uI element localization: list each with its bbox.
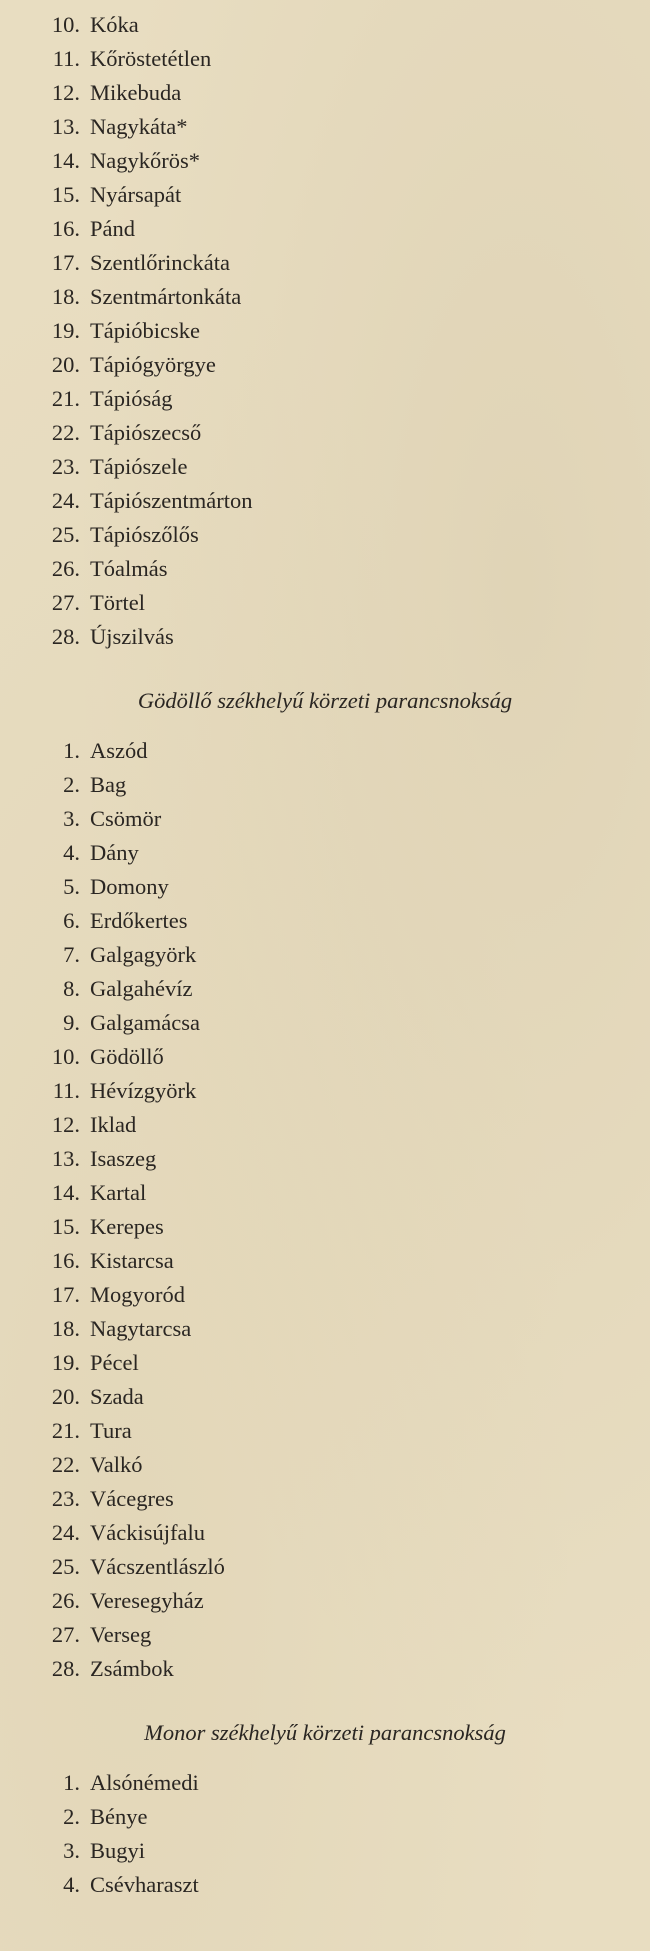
item-number: 10. — [51, 1044, 80, 1069]
municipality-name: Tápiószele — [90, 454, 188, 479]
item-number: 5. — [63, 874, 80, 899]
municipality-name: Szada — [90, 1384, 144, 1409]
list-item — [0, 1244, 650, 1278]
municipality-name: Iklad — [90, 1112, 137, 1137]
municipality-name: Szentlőrinckáta — [90, 250, 230, 275]
item-number: 25. — [51, 1554, 80, 1579]
list-item — [0, 42, 650, 76]
item-number: 23. — [51, 1486, 80, 1511]
item-number: 27. — [51, 590, 80, 615]
item-number: 12. — [51, 1112, 80, 1137]
municipality-name: Alsónémedi — [90, 1770, 199, 1795]
list-item — [0, 1868, 650, 1902]
municipality-name: Mikebuda — [90, 80, 182, 105]
list-item — [0, 1766, 650, 1800]
list-item — [0, 144, 650, 178]
list-item — [0, 246, 650, 280]
item-number: 17. — [51, 250, 80, 275]
municipality-name: Tápiószentmárton — [90, 488, 253, 513]
item-number: 1. — [63, 1770, 80, 1795]
municipality-name: Veresegyház — [90, 1588, 204, 1613]
list-item — [0, 1006, 650, 1040]
item-number: 2. — [63, 772, 80, 797]
list-item — [0, 1414, 650, 1448]
list-item — [0, 1482, 650, 1516]
item-number: 28. — [51, 624, 80, 649]
item-number: 4. — [63, 1872, 80, 1897]
item-number: 4. — [63, 840, 80, 865]
item-number: 19. — [51, 1350, 80, 1375]
item-number: 18. — [51, 1316, 80, 1341]
municipality-name: Kóka — [90, 12, 139, 37]
list-item — [0, 1346, 650, 1380]
municipality-name: Csömör — [90, 806, 162, 831]
list-item — [0, 1210, 650, 1244]
municipality-name: Galgamácsa — [90, 1010, 200, 1035]
list-item — [0, 348, 650, 382]
item-number: 27. — [51, 1622, 80, 1647]
item-number: 12. — [51, 80, 80, 105]
item-number: 28. — [51, 1656, 80, 1681]
item-number: 11. — [52, 46, 80, 71]
municipality-name: Nagykőrös* — [90, 148, 200, 173]
item-number: 20. — [51, 1384, 80, 1409]
municipality-name: Vácszentlászló — [90, 1554, 225, 1579]
list-item — [0, 802, 650, 836]
list-item — [0, 450, 650, 484]
municipality-name: Aszód — [90, 738, 148, 763]
item-number: 8. — [63, 976, 80, 1001]
list-item — [0, 586, 650, 620]
section-heading-godollo: Gödöllő székhelyű körzeti parancsnokság — [137, 688, 513, 713]
item-number: 16. — [51, 1248, 80, 1273]
municipality-name: Törtel — [90, 590, 145, 615]
municipality-list-continued — [0, 8, 650, 654]
list-item — [0, 1618, 650, 1652]
item-number: 18. — [51, 284, 80, 309]
list-item — [0, 280, 650, 314]
list-item — [0, 1040, 650, 1074]
municipality-name: Csévharaszt — [90, 1872, 199, 1897]
item-number: 6. — [63, 908, 80, 933]
municipality-name: Vácegres — [90, 1486, 174, 1511]
municipality-name: Tóalmás — [90, 556, 168, 581]
municipality-name: Kerepes — [90, 1214, 164, 1239]
list-item — [0, 178, 650, 212]
list-item — [0, 972, 650, 1006]
municipality-name: Tura — [90, 1418, 132, 1443]
item-number: 11. — [52, 1078, 80, 1103]
list-item — [0, 1448, 650, 1482]
item-number: 14. — [51, 1180, 80, 1205]
municipality-list-monor — [0, 1766, 650, 1902]
item-number: 13. — [51, 114, 80, 139]
item-number: 26. — [51, 1588, 80, 1613]
item-number: 26. — [51, 556, 80, 581]
list-item — [0, 1800, 650, 1834]
municipality-name: Pánd — [90, 216, 135, 241]
municipality-name: Újszilvás — [90, 624, 174, 649]
list-item — [0, 1380, 650, 1414]
item-number: 21. — [51, 1418, 80, 1443]
municipality-name: Erdőkertes — [90, 908, 188, 933]
list-item — [0, 212, 650, 246]
list-item — [0, 1142, 650, 1176]
municipality-name: Mogyoród — [90, 1282, 185, 1307]
municipality-name: Nyársapát — [90, 182, 182, 207]
list-item — [0, 938, 650, 972]
municipality-name: Galgagyörk — [90, 942, 197, 967]
item-number: 2. — [63, 1804, 80, 1829]
list-item — [0, 76, 650, 110]
municipality-name: Dány — [90, 840, 139, 865]
item-number: 21. — [51, 386, 80, 411]
municipality-name: Tápiógyörgye — [90, 352, 216, 377]
item-number: 7. — [63, 942, 80, 967]
item-number: 15. — [51, 1214, 80, 1239]
list-item — [0, 1176, 650, 1210]
municipality-name: Kistarcsa — [90, 1248, 174, 1273]
list-item — [0, 1108, 650, 1142]
item-number: 17. — [51, 1282, 80, 1307]
item-number: 25. — [51, 522, 80, 547]
list-item — [0, 552, 650, 586]
list-item — [0, 1516, 650, 1550]
list-item — [0, 484, 650, 518]
item-number: 23. — [51, 454, 80, 479]
municipality-name: Domony — [90, 874, 169, 899]
list-item — [0, 1550, 650, 1584]
item-number: 20. — [51, 352, 80, 377]
item-number: 24. — [51, 1520, 80, 1545]
municipality-name: Váckisújfalu — [90, 1520, 205, 1545]
list-item — [0, 1834, 650, 1868]
list-item — [0, 110, 650, 144]
list-item — [0, 1652, 650, 1686]
list-item — [0, 904, 650, 938]
municipality-name: Valkó — [90, 1452, 143, 1477]
list-item — [0, 768, 650, 802]
municipality-name: Hévízgyörk — [90, 1078, 197, 1103]
item-number: 3. — [63, 806, 80, 831]
item-number: 1. — [63, 738, 80, 763]
municipality-name: Kőröstetétlen — [90, 46, 212, 71]
list-item — [0, 382, 650, 416]
item-number: 24. — [51, 488, 80, 513]
list-item — [0, 734, 650, 768]
list-item — [0, 870, 650, 904]
municipality-name: Nagykáta* — [90, 114, 188, 139]
list-item — [0, 416, 650, 450]
item-number: 9. — [63, 1010, 80, 1035]
item-number: 13. — [51, 1146, 80, 1171]
list-item — [0, 518, 650, 552]
municipality-name: Bénye — [90, 1804, 148, 1829]
item-number: 22. — [51, 420, 80, 445]
municipality-name: Pécel — [90, 1350, 139, 1375]
list-item — [0, 620, 650, 654]
list-item — [0, 1074, 650, 1108]
list-item — [0, 314, 650, 348]
item-number: 16. — [51, 216, 80, 241]
municipality-name: Gödöllő — [90, 1044, 164, 1069]
item-number: 10. — [51, 12, 80, 37]
municipality-name: Bag — [90, 772, 127, 797]
list-item — [0, 1584, 650, 1618]
municipality-name: Tápiószecső — [90, 420, 202, 445]
list-item — [0, 1312, 650, 1346]
municipality-name: Bugyi — [90, 1838, 146, 1863]
municipality-name: Nagytarcsa — [90, 1316, 192, 1341]
municipality-name: Tápiószőlős — [90, 522, 199, 547]
municipality-name: Zsámbok — [90, 1656, 174, 1681]
list-item — [0, 836, 650, 870]
list-item — [0, 8, 650, 42]
item-number: 15. — [51, 182, 80, 207]
item-number: 3. — [63, 1838, 80, 1863]
municipality-name: Verseg — [90, 1622, 152, 1647]
item-number: 22. — [51, 1452, 80, 1477]
municipality-name: Szentmártonkáta — [90, 284, 242, 309]
municipality-name: Galgahévíz — [90, 976, 193, 1001]
item-number: 14. — [51, 148, 80, 173]
municipality-name: Isaszeg — [90, 1146, 157, 1171]
section-heading-monor: Monor székhelyű körzeti parancsnokság — [144, 1720, 506, 1745]
item-number: 19. — [51, 318, 80, 343]
municipality-list-godollo — [0, 734, 650, 1686]
municipality-name: Tápióság — [90, 386, 173, 411]
municipality-name: Tápióbicske — [90, 318, 200, 343]
list-item — [0, 1278, 650, 1312]
municipality-name: Kartal — [90, 1180, 147, 1205]
